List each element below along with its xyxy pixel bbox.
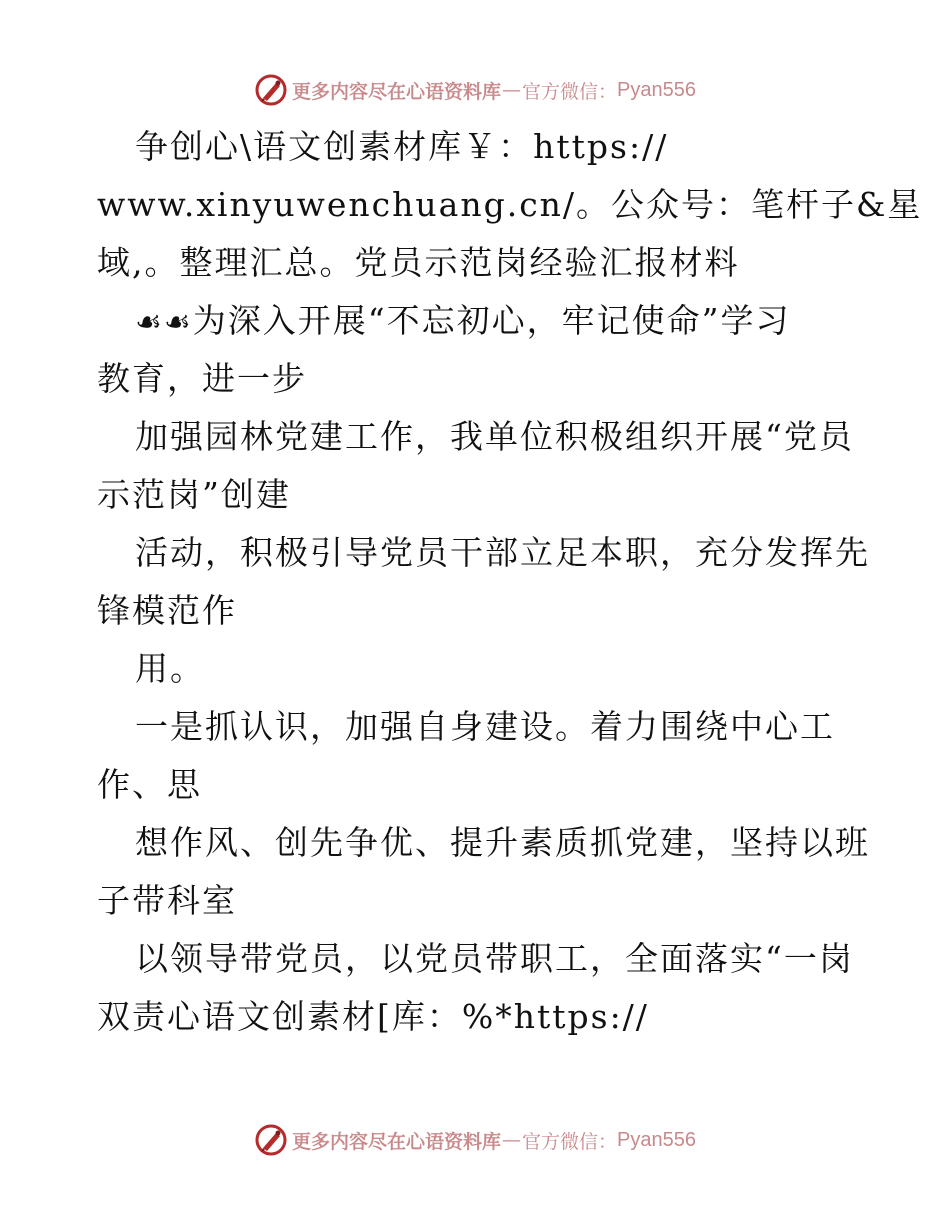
body-line-5: 教育，进一步 xyxy=(97,359,307,398)
body-line-13: 想作风、创先争优、提升素质抓党建，坚持以班 xyxy=(135,823,870,862)
body-line-4-text: 为深入开展“不忘初心，牢记使命”学习 xyxy=(192,301,791,340)
footer-wechat-label: 官方微信： xyxy=(522,1130,618,1153)
body-line-3: 域,。整理汇总。党员示范岗经验汇报材料 xyxy=(97,243,740,282)
footer-brand-text: 更多内容尽在心语资料库 xyxy=(292,1130,502,1153)
body-line-6: 加强园林党建工作，我单位积极组织开展“党员 xyxy=(135,417,854,456)
header-wechat-label: 官方微信： xyxy=(522,80,618,103)
body-line-4 xyxy=(97,292,857,350)
header-separator: — xyxy=(502,79,522,101)
header-wechat-handle: Pyan556 xyxy=(617,78,696,101)
body-line-9: 锋模范作 xyxy=(97,591,237,630)
footer-wechat-handle: Pyan556 xyxy=(617,1128,696,1151)
body-line-12: 作、思 xyxy=(97,765,202,804)
body-line-2: www.xinyuwenchuang.cn/。公众号：笔杆子&星 xyxy=(97,185,923,224)
header-banner xyxy=(0,70,950,110)
ornament-icon: ☙☙ xyxy=(135,305,193,340)
body-line-15: 以领导带党员，以党员带职工，全面落实“一岗 xyxy=(135,939,854,978)
pen-logo-icon xyxy=(254,1123,288,1157)
footer-banner xyxy=(0,1120,950,1160)
header-brand-text: 更多内容尽在心语资料库 xyxy=(292,80,502,103)
body-line-14: 子带科室 xyxy=(97,881,237,920)
body-line-1: 争创心\语文创素材库￥：https:// xyxy=(135,127,669,166)
document-body xyxy=(97,118,923,1046)
pen-logo-icon xyxy=(254,73,288,107)
body-line-11: 一是抓认识，加强自身建设。着力围绕中心工 xyxy=(135,707,835,746)
body-line-10: 用。 xyxy=(135,649,205,688)
body-line-16: 双责心语文创素材[库：%*https:// xyxy=(97,997,649,1036)
body-line-7: 示范岗”创建 xyxy=(97,475,291,514)
body-line-8: 活动，积极引导党员干部立足本职，充分发挥先 xyxy=(135,533,870,572)
footer-separator: — xyxy=(502,1129,522,1151)
